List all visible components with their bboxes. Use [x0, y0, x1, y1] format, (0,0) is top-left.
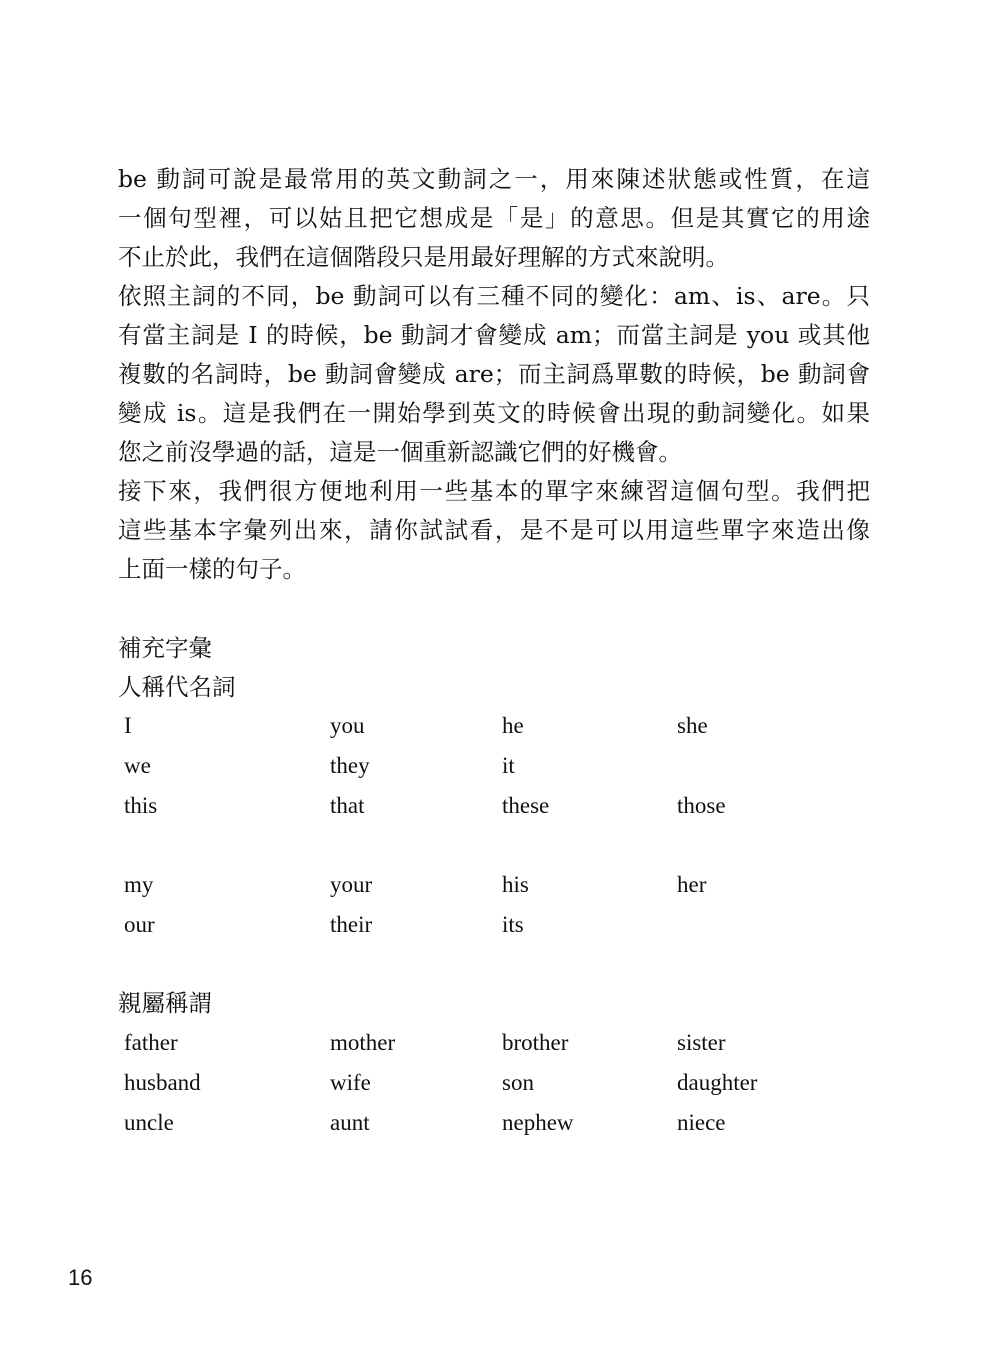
text-line: 上面一樣的句子。: [118, 555, 306, 583]
vocab-word: nephew: [502, 1110, 574, 1135]
vocab-row: [0, 746, 1000, 786]
text-line: 變成 is。這是我們在一開始學到英文的時候會出現的動詞變化。如果: [118, 399, 870, 427]
vocabulary-section-title: 補充字彙: [118, 634, 212, 662]
vocab-word: wife: [330, 1070, 371, 1095]
vocab-word: my: [124, 872, 154, 897]
vocab-row: [0, 905, 1000, 945]
text-line: 有當主詞是 I 的時候，be 動詞才會變成 am；而當主詞是 you 或其他: [118, 321, 870, 349]
vocab-word: you: [330, 713, 365, 738]
vocab-word: I: [124, 713, 132, 738]
vocab-word: brother: [502, 1030, 569, 1055]
text-line: be 動詞可說是最常用的英文動詞之一，用來陳述狀態或性質，在這: [118, 165, 870, 193]
vocab-row: [0, 1103, 1000, 1143]
vocab-word: son: [502, 1070, 534, 1095]
vocab-word: we: [124, 753, 151, 778]
vocab-word: she: [677, 713, 708, 738]
text-line: 複數的名詞時，be 動詞會變成 are；而主詞爲單數的時候，be 動詞會: [118, 360, 870, 388]
vocab-word: this: [124, 793, 158, 818]
vocab-row: [0, 1023, 1000, 1063]
vocab-word: aunt: [330, 1110, 370, 1135]
vocab-word: those: [677, 793, 726, 818]
text-line: 您之前沒學過的話，這是一個重新認識它們的好機會。: [118, 438, 682, 466]
body-text: [118, 160, 870, 589]
vocab-word: daughter: [677, 1070, 758, 1095]
vocab-word: their: [330, 912, 373, 937]
vocab-word: his: [502, 872, 529, 897]
vocab-word: that: [330, 793, 365, 818]
text-line: 接下來，我們很方便地利用一些基本的單字來練習這個句型。我們把: [118, 477, 870, 505]
vocab-row: [0, 1063, 1000, 1103]
text-line: 依照主詞的不同，be 動詞可以有三種不同的變化：am、is、are。只: [118, 282, 870, 310]
text-line: 這些基本字彙列出來，請你試試看，是不是可以用這些單字來造出像: [118, 516, 870, 544]
vocab-word: they: [330, 753, 370, 778]
vocab-word: mother: [330, 1030, 396, 1055]
vocab-word: her: [677, 872, 707, 897]
vocab-row: [0, 786, 1000, 826]
vocab-row: [0, 706, 1000, 746]
vocab-word: niece: [677, 1110, 726, 1135]
family-title: 親屬稱謂: [118, 989, 212, 1017]
vocab-word: your: [330, 872, 373, 897]
vocab-word: he: [502, 713, 524, 738]
pronouns-title: 人稱代名詞: [118, 673, 236, 701]
vocab-word: uncle: [124, 1110, 174, 1135]
vocab-word: husband: [124, 1070, 201, 1095]
vocab-word: sister: [677, 1030, 726, 1055]
vocab-word: our: [124, 912, 155, 937]
vocab-word: its: [502, 912, 524, 937]
vocab-word: it: [502, 753, 515, 778]
vocab-word: father: [124, 1030, 178, 1055]
vocab-row: [0, 865, 1000, 905]
page-number: 16: [68, 1265, 93, 1290]
text-line: 一個句型裡，可以姑且把它想成是「是」的意思。但是其實它的用途: [118, 204, 870, 232]
vocab-word: these: [502, 793, 550, 818]
text-line: 不止於此，我們在這個階段只是用最好理解的方式來說明。: [118, 243, 729, 271]
